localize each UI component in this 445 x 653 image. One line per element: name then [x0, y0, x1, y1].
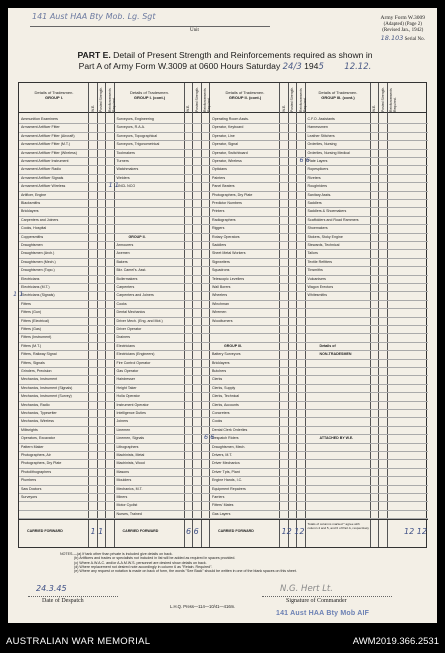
- trade-label: Winchman: [212, 301, 229, 306]
- row-rule: [19, 249, 428, 250]
- form-id-line2: (Adapted) (Page 2): [383, 21, 422, 27]
- trade-label: Roughriders: [307, 184, 328, 189]
- row-rule: [19, 165, 428, 166]
- trade-label: Nurses, Trained: [116, 511, 142, 516]
- totals-note: Totals of columns marked * agree with column 4 and 5, and 6 of Part A, respectively: [307, 522, 369, 531]
- trade-label: Battery Surveyors: [212, 352, 241, 357]
- title-year: 194: [304, 61, 319, 71]
- trade-label: Rotary Operators: [212, 234, 240, 239]
- column-3-reinf-header: Reinforcements Required.: [298, 88, 307, 112]
- row-rule: [19, 451, 428, 452]
- row-rule: [19, 266, 428, 267]
- trade-label: Radiographers: [212, 217, 236, 222]
- form-title: [30, 50, 420, 73]
- row-rule: [19, 132, 428, 133]
- column-2-we: [185, 83, 194, 547]
- trade-label: Scaffolders and Road Rammers: [307, 217, 359, 222]
- trade-label: Stewards, Technical: [307, 243, 340, 247]
- column-3-header: Details of Tradesmen. GROUP II. (cont.): [225, 90, 265, 100]
- row-rule: [19, 342, 428, 343]
- unit-label: Unit: [190, 28, 199, 33]
- trade-label: Clerks: [212, 377, 223, 382]
- trade-label: Machinists, Metal: [116, 453, 145, 457]
- title-line2: Part A of Army Form W.3009 at 0600 Hours Saturday: [78, 61, 281, 71]
- row-rule: [19, 207, 428, 208]
- trade-label: Linemen: [116, 427, 131, 432]
- trade-label: Blacksmiths: [21, 201, 41, 205]
- column-1-reinf: [106, 83, 115, 547]
- trade-label: ATTACHED BY W.E.: [319, 436, 354, 441]
- trade-label: Masons: [116, 469, 130, 474]
- trade-label: Armament Artificer Fitter (Wireless): [21, 150, 77, 155]
- trade-label: Moulders: [116, 478, 132, 483]
- trade-label: Fitters: [21, 301, 31, 306]
- trade-label: Sanitary Assts.: [307, 192, 332, 197]
- row-rule: [19, 224, 428, 225]
- column-1-reinf-header: Reinforcements Required.: [107, 88, 116, 112]
- carried-forward-value: 12 12: [281, 527, 305, 537]
- trade-label: Fitters (M.T.): [21, 343, 42, 348]
- column-2-reinf: [202, 83, 211, 547]
- trade-label: Surveyors, Topographical: [116, 133, 157, 138]
- trade-label: Electricians (Engineers): [116, 352, 155, 357]
- trade-label: Orderlies, Nursing: [307, 142, 337, 147]
- trade-label: Electricians: [21, 276, 40, 281]
- trade-label: Mechanics, Wireless: [21, 419, 54, 424]
- trade-label: Holla Operator: [116, 394, 140, 399]
- carried-forward-label: CARRIED FORWARD: [27, 529, 63, 534]
- trade-label: Riggers: [212, 226, 225, 231]
- carried-forward-label: CARRIED FORWARD: [218, 529, 254, 534]
- trade-label: Details of: [319, 343, 336, 348]
- column-1-header: Details of Tradesmen. GROUP I.: [34, 90, 74, 100]
- trade-label: Photographers, Dry Plate: [212, 192, 253, 197]
- trade-label: Watchmakers: [116, 167, 139, 172]
- trade-label: Cooks: [116, 301, 127, 306]
- trade-label: Height Taker: [116, 385, 137, 390]
- column-2-header: Details of Tradesmen. GROUP I. (cont.): [130, 90, 169, 100]
- row-rule: [19, 459, 428, 460]
- row-rule: [19, 493, 428, 494]
- column-4-we-header: W.E.: [372, 104, 376, 112]
- trade-label: Printers: [212, 209, 225, 214]
- trade-label: Saddlers & Shoemakers: [307, 209, 347, 214]
- note-line: (b) Artificers and trades or specialists not included in list will be added as required in spaces provided.: [74, 556, 236, 561]
- row-rule: [19, 123, 428, 124]
- trade-label: Panel Beaters: [212, 184, 235, 189]
- trade-label: Armament Artificer Signals: [21, 175, 64, 180]
- trade-label: Surveyors, R.A.A.: [116, 125, 146, 130]
- column-4-posted-header: Posted Strength.: [380, 86, 385, 112]
- row-rule: [19, 476, 428, 477]
- trade-label: Driver Tpts, Plant: [212, 469, 240, 474]
- note-line: (c) Where A.W.A.C. and/or A.A.M.W.S. personnel are desired show details on back.: [74, 560, 207, 565]
- trade-label: Wheelers: [212, 293, 228, 298]
- trade-label: Vulcanisers: [307, 276, 326, 281]
- trade-label: Photographers, Air: [21, 453, 51, 457]
- title-line1: Detail of Present Strength and Reinforcements required as shown in: [110, 50, 373, 60]
- trade-label: Carpenters and Joiners: [21, 217, 59, 222]
- row-rule: [19, 333, 428, 334]
- trade-label: Fire Control Operator: [116, 360, 151, 365]
- row-rule: [19, 283, 428, 284]
- title-date: 24/3: [282, 62, 302, 72]
- column-2-posted: [193, 83, 202, 547]
- row-rule: [19, 485, 428, 486]
- trade-label: Armament Artificer Instrument: [21, 159, 69, 163]
- column-1-we-header: W.E.: [90, 104, 95, 112]
- trade-label: Bricklayers: [21, 209, 39, 214]
- trade-label: Drainers: [116, 335, 131, 340]
- trade-label: Driver Mechanics: [212, 461, 240, 466]
- trade-label: Miners: [116, 495, 128, 499]
- trade-label: Turners: [116, 159, 129, 163]
- note-line: NOTES.—(a) If tank other than private is included give details on back.: [60, 552, 173, 556]
- row-rule: [19, 182, 428, 183]
- trade-label: Squadrons: [212, 268, 230, 273]
- trade-label: Coppersmiths: [21, 234, 44, 239]
- trade-label: Operating Room Assts.: [212, 117, 249, 121]
- trade-label: Draughtsmen: [21, 243, 43, 247]
- trade-label: Lithographers: [116, 444, 139, 449]
- commander-signature: N.G. Hert Lt.: [280, 584, 333, 594]
- trade-label: Draughtsmen (Arch.): [21, 251, 55, 256]
- row-rule: [19, 350, 428, 351]
- trade-label: Saddlers: [212, 243, 227, 247]
- trade-label: Draughtsmen (Topo.): [21, 268, 55, 273]
- trade-label: Bricklayers: [212, 360, 230, 365]
- trade-label: Stokers, Stoky Engine: [307, 234, 343, 239]
- column-4-we: [371, 83, 380, 547]
- uncl-nco-values: 1 1: [108, 181, 119, 190]
- row-rule: [19, 434, 428, 435]
- column-1-posted-header: Posted Strength.: [99, 86, 103, 112]
- trade-label: Shoemakers: [307, 226, 328, 231]
- trade-label: Photolithographers: [21, 469, 52, 474]
- trade-label: Driver Mech. (Eng. and Mot.): [116, 318, 163, 323]
- row-rule: [19, 191, 428, 192]
- trade-label: Fitters (Electrical): [21, 318, 49, 323]
- trade-label: Grinders, Precision: [21, 369, 52, 373]
- trade-label: Fitters' Mates: [212, 503, 234, 508]
- column-3-we-header: W.E.: [281, 104, 286, 112]
- trade-label: Joiners: [116, 419, 129, 424]
- column-3-posted: [289, 83, 298, 547]
- trade-label: Tinsmiths: [307, 268, 323, 273]
- row-rule: [19, 317, 428, 318]
- row-rule: [19, 216, 428, 217]
- trade-label: Dental Mechanics: [116, 310, 146, 315]
- trade-label: Ropesplicers: [307, 167, 329, 172]
- trade-label: Ammunition Examiners: [21, 117, 58, 121]
- top-right-note: 12.12.: [344, 62, 372, 72]
- trade-label: Plumbers: [21, 478, 37, 483]
- trade-label: Clerks, Technical: [212, 394, 240, 399]
- trade-label: Armourers: [116, 243, 134, 247]
- row-rule: [19, 275, 428, 276]
- trade-label: Gas Layers: [212, 511, 231, 516]
- row-rule: [19, 501, 428, 502]
- column-4-posted: [379, 83, 388, 547]
- column-4-reinf: [388, 83, 397, 547]
- column-3-reinf: [297, 83, 306, 547]
- trade-label: Plate Layers: [307, 159, 328, 163]
- row-rule: [19, 308, 428, 309]
- trade-label: Hairdresser: [116, 377, 136, 382]
- trade-label: Draughtsmen, Mech.: [212, 444, 246, 449]
- despatch-date-line: [28, 596, 118, 597]
- row-rule: [19, 384, 428, 385]
- column-3-we: [280, 83, 289, 547]
- trade-label: Surveyors, Trigonometrical: [116, 142, 160, 147]
- trade-label: Drivers, M.T.: [212, 453, 233, 457]
- row-rule: [19, 157, 428, 158]
- footer-left: AUSTRALIAN WAR MEMORIAL: [6, 636, 151, 647]
- trade-label: Armament Artificer Fitter (M.T.): [21, 142, 70, 147]
- form-id-line1: Army Form W.3009: [380, 15, 425, 21]
- trade-label: Leather Stitchers: [307, 133, 335, 138]
- strength-table: [13, 82, 427, 548]
- column-2-we-header: W.E.: [186, 104, 190, 112]
- trade-label: Fitters (Gas): [21, 327, 41, 331]
- trade-label: Cooks, Hospital: [21, 226, 47, 231]
- trade-label: Riveters: [307, 175, 321, 180]
- column-2-reinf-header: Reinforcements Required.: [203, 88, 211, 112]
- trade-label: Saddlers: [307, 201, 322, 205]
- trade-label: Pattern Maker: [21, 444, 44, 449]
- trade-label: Wagon Erectors: [307, 285, 334, 289]
- trade-label: Armament Artificer Wireless: [21, 184, 66, 189]
- row-rule: [19, 241, 428, 242]
- column-4-header: Details of Tradesmen. GROUP III. (cont.): [318, 90, 358, 100]
- trade-label: Dental Clerk Orderlies: [212, 427, 248, 432]
- row-rule: [19, 291, 428, 292]
- trade-label: Surveyors: [21, 495, 38, 499]
- row-rule: [19, 140, 428, 141]
- trade-label: Linemen, Signals: [116, 436, 145, 441]
- row-rule: [19, 174, 428, 175]
- trade-label: Cooks: [212, 419, 223, 424]
- print-line: L.H.Q. Press—114—10/41—416m.: [170, 604, 236, 609]
- column-2-posted-header: Posted Strength.: [194, 86, 199, 112]
- title-part: PART E.: [77, 50, 111, 60]
- column-1-we: [89, 83, 98, 547]
- trade-label: Armament Artificer Fitter (Aircraft): [21, 133, 75, 138]
- row-rule: [19, 510, 428, 511]
- carried-forward-rule: [19, 519, 428, 520]
- trade-label: Instrument Operator: [116, 402, 149, 407]
- trade-label: Boilermakers: [116, 276, 138, 281]
- trade-label: Artificer, Engine: [21, 192, 47, 197]
- trade-label: Bkr. Camel's. Asst.: [116, 268, 147, 273]
- trade-label: Machinists, Wood: [116, 461, 145, 466]
- trade-label: Whitesmiths: [307, 293, 328, 298]
- linemen-signals-values: 6 6: [204, 433, 215, 442]
- despatch-date-value: 24.3.45: [36, 584, 67, 593]
- unit-value: 141 Aust HAA Bty Mob. Lg. Sgt: [32, 12, 156, 21]
- archive-footer: [0, 630, 445, 653]
- column-1-posted: [98, 83, 107, 547]
- row-rule: [19, 325, 428, 326]
- row-rule: [19, 149, 428, 150]
- trade-label: Operators, Excavator: [21, 436, 55, 441]
- trade-label: Telescopic Levellers: [212, 276, 245, 281]
- trade-label: Mechanics, Instrument (Survey): [21, 394, 72, 399]
- row-rule: [19, 417, 428, 418]
- trade-label: Harnessmen: [307, 125, 328, 130]
- row-rule: [19, 401, 428, 402]
- trade-label: Intelligence Duties: [116, 411, 146, 415]
- carried-forward-value: 6 6: [186, 527, 199, 537]
- trade-label: Armament Artificer Fitter: [21, 125, 60, 130]
- form-id-line3: (Revised Jan., 1942): [382, 28, 424, 33]
- trade-label: Mechanics, M.T.: [116, 486, 143, 491]
- trade-label: Despatch Riders: [212, 436, 239, 441]
- trade-label: Driver Operator: [116, 327, 142, 331]
- column-3-posted-header: Posted Strength.: [290, 86, 294, 112]
- trade-label: Armament Artificer Radio: [21, 167, 61, 172]
- trade-label: Operator, Switchboard: [212, 150, 248, 155]
- despatch-date-label: Date of Despatch: [42, 598, 84, 604]
- trade-label: Fitters, Signals: [21, 360, 45, 365]
- row-rule: [19, 409, 428, 410]
- trade-label: Orderlies, Nursing Medical: [307, 150, 350, 155]
- trade-label: Mechanics, Radio: [21, 402, 50, 407]
- trade-label: Clerks, Supply: [212, 385, 236, 390]
- footer-right: AWM2019.366.2531: [352, 636, 439, 647]
- row-rule: [19, 367, 428, 368]
- row-rule: [19, 359, 428, 360]
- trade-label: Engine Hands, I.C.: [212, 478, 243, 483]
- trade-label: C.F.O. Assistants: [307, 117, 335, 121]
- trade-label: Opticians: [212, 167, 227, 172]
- trade-label: Electricians: [116, 343, 135, 348]
- trade-label: Tailors: [307, 251, 318, 256]
- trade-label: Predictor Numbers: [212, 201, 242, 205]
- trade-label: Carpenters and Joiners: [116, 293, 154, 298]
- row-rule: [19, 375, 428, 376]
- trade-label: Operator, Wireless: [212, 159, 242, 163]
- trade-label: Fitters, Railway Signal: [21, 352, 57, 357]
- trade-label: GROUP III.: [224, 343, 243, 348]
- notes-block: [60, 552, 400, 573]
- operator-wireless-values: 6 6: [299, 156, 310, 164]
- trade-label: Axemen: [116, 251, 130, 256]
- trade-label: Welders: [116, 175, 130, 180]
- trade-label: Gas Operator: [116, 369, 139, 373]
- trade-label: Motor Cyclist: [116, 503, 138, 508]
- trade-label: Toolmakers: [116, 150, 135, 155]
- carried-forward-label: CARRIED FORWARD: [122, 529, 159, 534]
- trade-label: Equipment Repairers: [212, 486, 246, 491]
- trade-label: Woodturners: [212, 318, 233, 323]
- serial-value: 18.103: [380, 33, 404, 42]
- trade-label: Mechanics, Instrument (Signals): [21, 385, 73, 390]
- trade-label: Farriers: [212, 495, 225, 499]
- row-rule: [19, 258, 428, 259]
- electricians-signals-values: 1 1: [13, 290, 24, 299]
- row-rule: [19, 233, 428, 234]
- carried-forward-value: 1 1: [90, 527, 104, 537]
- trade-label: Sheet Metal Workers: [212, 251, 246, 256]
- trade-label: Butchers: [212, 369, 227, 373]
- trade-label: Operator, Signal: [212, 142, 238, 147]
- form-id-block: [381, 15, 425, 43]
- trade-label: Wall Borers: [212, 285, 231, 289]
- trade-label: Fitters (Instrument): [21, 335, 52, 340]
- note-line: (d) Where replacement not desired note accordingly in column 6 as "Retain. Required".: [74, 564, 213, 569]
- trade-label: Painters: [212, 175, 226, 180]
- row-rule: [19, 468, 428, 469]
- carried-forward-value: 12 12: [404, 527, 427, 537]
- row-rule: [19, 443, 428, 444]
- trade-label: Clerks, Accounts: [212, 402, 239, 407]
- trade-label: Signwriters: [212, 259, 230, 264]
- trade-label: Textile Refitters: [307, 259, 333, 264]
- trade-label: Operator, Line: [212, 133, 235, 138]
- row-rule: [19, 426, 428, 427]
- signature-label: Signature of Commander: [286, 598, 347, 604]
- column-4-reinf-header: Reinforcements Required.: [389, 88, 397, 112]
- row-rule: [19, 199, 428, 200]
- trade-label: UNCL NCO: [116, 184, 136, 189]
- trade-label: Electricians (M.T.): [21, 285, 50, 289]
- trade-label: Saw Doctors: [21, 486, 42, 491]
- trade-label: Mechanics, Typewriter: [21, 411, 57, 415]
- trade-label: Carpenters: [116, 285, 135, 289]
- serial-label: Serial No.: [404, 36, 425, 42]
- trade-label: Concreters: [212, 411, 230, 415]
- row-rule: [19, 392, 428, 393]
- trade-label: Draughtsmen (Mech.): [21, 259, 56, 264]
- trade-label: Surveyors, Engineering: [116, 117, 154, 121]
- title-year-value: 5: [318, 62, 324, 72]
- trade-label: NON-TRADESMEN: [319, 352, 352, 357]
- trade-label: Mechanics, Instrument: [21, 377, 58, 382]
- trade-label: Wiremen: [212, 310, 227, 315]
- trade-label: Photographers, Dry Plate: [21, 461, 62, 466]
- trade-label: Electricians (Signals): [21, 293, 55, 298]
- trade-label: Bakers: [116, 259, 128, 264]
- note-line: (e) Where any request or notation is made on back of form, the words "See Back" should be written in one of the blank spaces on this sheet.: [74, 569, 297, 574]
- unit-stamp: 141 Aust HAA Bty Mob AIF: [276, 610, 370, 617]
- trade-label: GROUP II.: [128, 234, 146, 239]
- trade-label: Fitters (Gun): [21, 310, 42, 315]
- signature-line: [262, 596, 392, 597]
- trade-label: Millwrights: [21, 427, 38, 432]
- trade-label: Operator, Keyboard: [212, 125, 244, 130]
- row-rule: [19, 300, 428, 301]
